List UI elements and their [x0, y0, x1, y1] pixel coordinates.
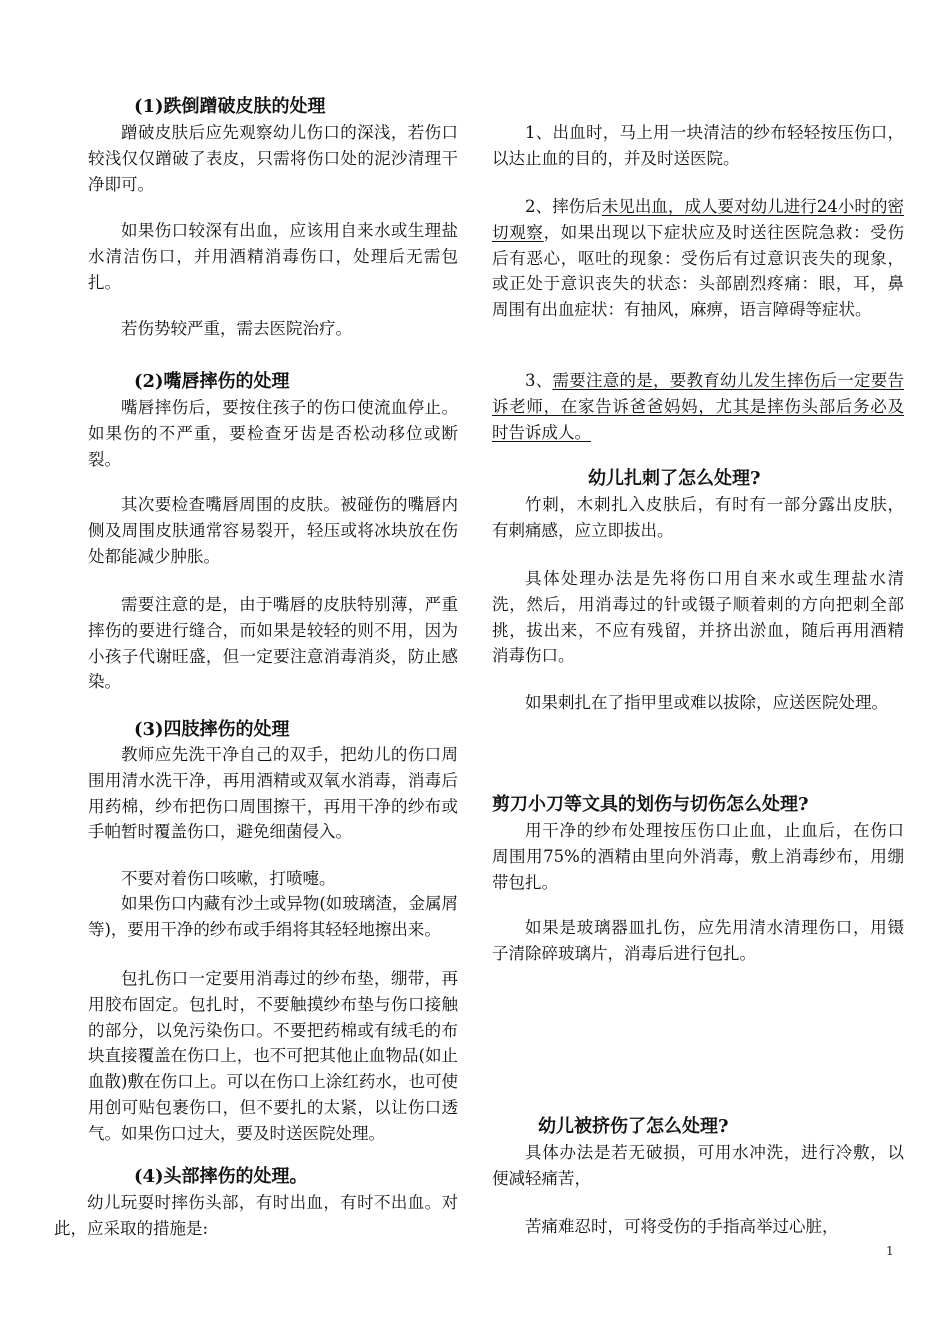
paragraph: 如果是玻璃器皿扎伤，应先用清水清理伤口，用镊子清除碎玻璃片，消毒后进行包扎。	[492, 918, 904, 963]
paragraph: 其次要检查嘴唇周围的皮肤。被碰伤的嘴唇内侧及周围皮肤通常容易裂开，轻压或将冰块放在伤处都能减少肿胀。	[88, 495, 458, 566]
paragraph: 如果伤口内藏有沙土或异物(如玻璃渣，金属屑等)，要用干净的纱布或手绢将其轻轻地擦出来。	[88, 894, 458, 939]
paragraph: 具体处理办法是先将伤口用自来水或生理盐水清洗，然后，用消毒过的针或镊子顺着刺的方向把刺全部挑，拔出来，不应有残留，并挤出淤血，随后再用酒精消毒伤口。	[492, 569, 904, 666]
heading-cut-wound: 剪刀小刀等文具的划伤与切伤怎么处理?	[492, 794, 809, 815]
paragraph: 1、出血时，马上用一块清洁的纱布轻轻按压伤口，以达止血的目的，并及时送医院。	[492, 123, 904, 168]
heading-limb-injury: (3)四肢摔伤的处理	[134, 719, 290, 740]
heading-splinter: 幼儿扎刺了怎么处理?	[588, 468, 761, 489]
paragraph: 如果伤口较深有出血，应该用自来水或生理盐水清洁伤口，并用酒精消毒伤口，处理后无需包扎。	[88, 221, 458, 292]
heading-pinch-injury: 幼儿被挤伤了怎么处理?	[538, 1116, 729, 1137]
underlined-text: 需要注意的是，要教育幼儿发生摔伤后一定要告诉老师，在家告诉爸爸妈妈，尤其是摔伤头部后务必及时告诉成人。	[492, 371, 904, 442]
paragraph: 包扎伤口一定要用消毒过的纱布垫，绷带，再用胶布固定。包扎时，不要触摸纱布垫与伤口接触的部分，以免污染伤口。不要把药棉或有绒毛的布块直接覆盖在伤口上，也不可把其他止血物品(如止血散)敷在伤口上。可以在伤口上涂红药水，也可使用创可贴包裹伤口，但不要扎的太紧，以让伤口透气。如果伤口过大，要及时送医院处理。	[88, 969, 458, 1143]
paragraph: 嘴唇摔伤后，要按住孩子的伤口使流血停止。如果伤的不严重，要检查牙齿是否松动移位或断裂。	[88, 398, 458, 469]
heading-abrasion: (1)跌倒蹭破皮肤的处理	[134, 96, 326, 117]
paragraph: 如果刺扎在了指甲里或难以拔除，应送医院处理。	[525, 693, 888, 712]
paragraph-underlined	[492, 368, 904, 445]
paragraph: 不要对着伤口咳嗽，打喷嚏。	[121, 869, 336, 888]
text-run: ，如果出现以下症状应及时送往医院急救：受伤后有恶心，呕吐的现象：受伤后有过意识丧失的现象，或正处于意识丧失的状态：头部剧烈疼痛：眼，耳，鼻周围有出血症状：有抽风，麻痹，语言障碍等症状。	[492, 222, 905, 320]
text-run: 3、	[525, 371, 553, 390]
paragraph: 需要注意的是，由于嘴唇的皮肤特别薄，严重摔伤的要进行缝合，而如果是较轻的则不用，因为小孩子代谢旺盛，但一定要注意消毒消炎，防止感染。	[88, 595, 458, 692]
paragraph: 教师应先洗干净自己的双手，把幼儿的伤口周围用清水洗干净，再用酒精或双氧水消毒，消毒后用药棉，纱布把伤口周围擦干，再用干净的纱布或手帕暂时覆盖伤口，避免细菌侵入。	[88, 745, 458, 842]
paragraph: 若伤势较严重，需去医院治疗。	[121, 319, 352, 338]
paragraph: 蹭破皮肤后应先观察幼儿伤口的深浅，若伤口较浅仅仅蹭破了表皮，只需将伤口处的泥沙清理干净即可。	[88, 123, 458, 194]
page-number: 1	[886, 1244, 894, 1258]
paragraph: 用干净的纱布处理按压伤口止血，止血后，在伤口周围用75%的酒精由里向外消毒，敷上消毒纱布，用绷带包扎。	[492, 821, 904, 892]
underlined-text: 未见出血，成人要对幼儿进行24小时的密切观察	[492, 197, 905, 242]
text-run: 2、摔伤后	[525, 197, 602, 216]
paragraph: 苦痛难忍时，可将受伤的手指高举过心脏，	[525, 1217, 839, 1236]
paragraph: 竹刺，木刺扎入皮肤后，有时有一部分露出皮肤，有刺痛感，应立即拔出。	[492, 495, 904, 540]
heading-head-injury: (4)头部摔伤的处理。	[134, 1166, 308, 1187]
heading-lip-injury: (2)嘴唇摔伤的处理	[134, 371, 290, 392]
paragraph: 具体办法是若无破损，可用水冲洗，进行冷敷，以便减轻痛苦，	[492, 1143, 904, 1188]
paragraph-underlined	[492, 194, 904, 323]
paragraph: 幼儿玩耍时摔伤头部，有时出血，有时不出血。对此，应采取的措施是:	[54, 1193, 458, 1238]
